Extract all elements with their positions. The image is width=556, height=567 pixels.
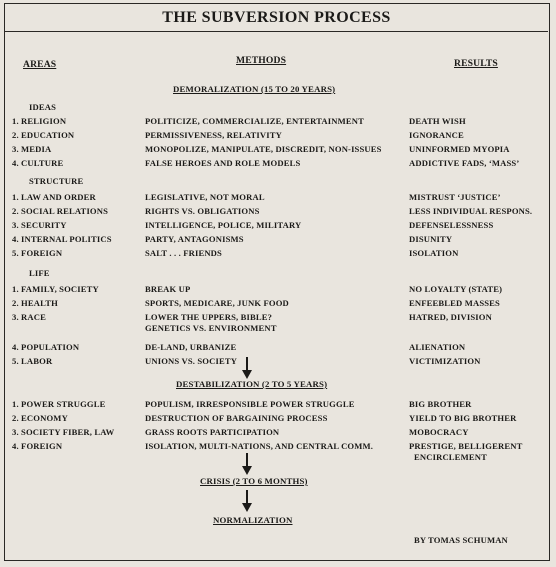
destab-area-2: 2. ECONOMY bbox=[12, 413, 68, 423]
life-result-2: ENFEEBLED MASSES bbox=[409, 298, 500, 308]
structure-method-2: RIGHTS VS. OBLIGATIONS bbox=[145, 206, 260, 216]
header-results: RESULTS bbox=[454, 58, 498, 69]
destab-area-3: 3. SOCIETY FIBER, LAW bbox=[12, 427, 115, 437]
ideas-result-2: IGNORANCE bbox=[409, 130, 464, 140]
life-result-3: HATRED, DIVISION bbox=[409, 312, 492, 322]
life-result-5: VICTIMIZATION bbox=[409, 356, 481, 366]
life-result-1: NO LOYALTY (STATE) bbox=[409, 284, 503, 294]
ideas-result-4: ADDICTIVE FADS, ‘MASS’ bbox=[409, 158, 520, 168]
destab-result-4: PRESTIGE, BELLIGERENT bbox=[409, 441, 523, 451]
destab-method-2: DESTRUCTION OF BARGAINING PROCESS bbox=[145, 413, 328, 423]
ideas-method-3: MONOPOLIZE, MANIPULATE, DISCREDIT, NON-ISSUES bbox=[145, 144, 382, 154]
life-area-1: 1. FAMILY, SOCIETY bbox=[12, 284, 99, 294]
ideas-area-3: 3. MEDIA bbox=[12, 144, 52, 154]
destab-method-1: POPULISM, IRRESPONSIBLE POWER STRUGGLE bbox=[145, 399, 355, 409]
structure-area-1: 1. LAW AND ORDER bbox=[12, 192, 96, 202]
life-method-2: SPORTS, MEDICARE, JUNK FOOD bbox=[145, 298, 289, 308]
ideas-area-2: 2. EDUCATION bbox=[12, 130, 75, 140]
header-areas: AREAS bbox=[23, 59, 57, 70]
ideas-result-1: DEATH WISH bbox=[409, 116, 466, 126]
destab-result-3: MOBOCRACY bbox=[409, 427, 469, 437]
section-structure-label: STRUCTURE bbox=[29, 176, 84, 186]
structure-result-4: DISUNITY bbox=[409, 234, 453, 244]
life-area-4: 4. POPULATION bbox=[12, 342, 80, 352]
structure-result-3: DEFENSELESSNESS bbox=[409, 220, 494, 230]
page-title: THE SUBVERSION PROCESS bbox=[5, 4, 548, 32]
destab-area-4: 4. FOREIGN bbox=[12, 441, 63, 451]
destab-method-3: GRASS ROOTS PARTICIPATION bbox=[145, 427, 280, 437]
section-life-label: LIFE bbox=[29, 268, 50, 278]
structure-area-5: 5. FOREIGN bbox=[12, 248, 63, 258]
destab-result-1: BIG BROTHER bbox=[409, 399, 472, 409]
life-area-5: 5. LABOR bbox=[12, 356, 53, 366]
byline: BY TOMAS SCHUMAN bbox=[414, 535, 508, 545]
destab-method-4: ISOLATION, MULTI-NATIONS, AND CENTRAL COMM. bbox=[145, 441, 374, 451]
ideas-result-3: UNINFORMED MYOPIA bbox=[409, 144, 510, 154]
life-method-1: BREAK UP bbox=[145, 284, 191, 294]
structure-area-2: 2. SOCIAL RELATIONS bbox=[12, 206, 109, 216]
phase-destabilization: DESTABILIZATION (2 TO 5 YEARS) bbox=[176, 379, 328, 389]
structure-method-3: INTELLIGENCE, POLICE, MILITARY bbox=[145, 220, 302, 230]
structure-result-2: LESS INDIVIDUAL RESPONS. bbox=[409, 206, 533, 216]
structure-method-1: LEGISLATIVE, NOT MORAL bbox=[145, 192, 265, 202]
header-methods: METHODS bbox=[236, 55, 287, 66]
ideas-method-1: POLITICIZE, COMMERCIALIZE, ENTERTAINMENT bbox=[145, 116, 364, 126]
ideas-area-4: 4. CULTURE bbox=[12, 158, 64, 168]
life-result-4: ALIENATION bbox=[409, 342, 466, 352]
life-method-4: DE-LAND, URBANIZE bbox=[145, 342, 237, 352]
life-area-2: 2. HEALTH bbox=[12, 298, 58, 308]
destab-area-1: 1. POWER STRUGGLE bbox=[12, 399, 106, 409]
ideas-method-2: PERMISSIVENESS, RELATIVITY bbox=[145, 130, 282, 140]
life-method-5: UNIONS VS. SOCIETY bbox=[145, 356, 238, 366]
structure-result-5: ISOLATION bbox=[409, 248, 459, 258]
structure-area-4: 4. INTERNAL POLITICS bbox=[12, 234, 112, 244]
life-area-3: 3. RACE bbox=[12, 312, 46, 322]
structure-result-1: MISTRUST ‘JUSTICE’ bbox=[409, 192, 501, 202]
destab-result-4-line2: ENCIRCLEMENT bbox=[414, 452, 487, 462]
life-method-3: LOWER THE UPPERS, BIBLE? bbox=[145, 312, 273, 322]
structure-area-3: 3. SECURITY bbox=[12, 220, 67, 230]
structure-method-4: PARTY, ANTAGONISMS bbox=[145, 234, 244, 244]
phase-demoralization: DEMORALIZATION (15 TO 20 YEARS) bbox=[173, 84, 336, 94]
phase-normalization: NORMALIZATION bbox=[213, 515, 293, 525]
section-ideas-label: IDEAS bbox=[29, 102, 57, 112]
phase-crisis: CRISIS (2 TO 6 MONTHS) bbox=[200, 476, 308, 486]
ideas-area-1: 1. RELIGION bbox=[12, 116, 67, 126]
structure-method-5: SALT . . . FRIENDS bbox=[145, 248, 222, 258]
destab-result-2: YIELD TO BIG BROTHER bbox=[409, 413, 517, 423]
life-method-3-line2: GENETICS VS. ENVIRONMENT bbox=[145, 323, 277, 333]
ideas-method-4: FALSE HEROES AND ROLE MODELS bbox=[145, 158, 301, 168]
